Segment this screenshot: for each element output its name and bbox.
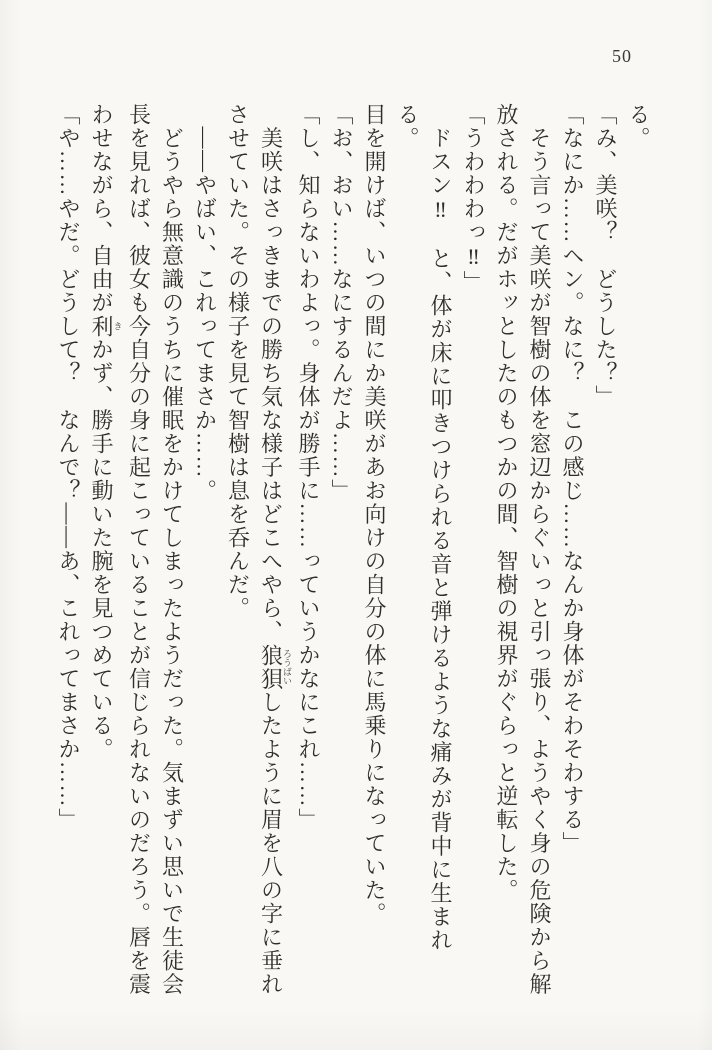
text-line: 「し、知らないわよっ。身体が勝手に……っていうかなにこれ……」 bbox=[296, 103, 321, 832]
text-line: 目を開けば、いつの間にか美咲があお向けの自分の体に馬乗りになっていた。 bbox=[362, 103, 387, 926]
furigana-annotated-word: 狼狽ろうばい bbox=[258, 643, 292, 691]
text-line: 長を見れば、彼女も今自分の身に起こっていることが信じられないのだろう。唇を震 bbox=[126, 103, 152, 996]
text-line: どうやら無意識のうちに催眠をかけてしまったようだった。気まずい思いで生徒会 bbox=[159, 103, 185, 996]
text-line: 「み、美咲？ どうした？」 bbox=[593, 103, 618, 409]
text-columns bbox=[52, 103, 655, 998]
text-line: そう言って美咲が智樹の体を窓辺からぐいっと引っ張り、ようやく身の危険から解 bbox=[527, 103, 552, 996]
text-line: る。 bbox=[626, 103, 651, 150]
page-number: 50 bbox=[612, 46, 632, 66]
furigana-annotated-word: 利き bbox=[89, 314, 123, 338]
text-line: 「うわわわっ‼」 bbox=[461, 103, 486, 294]
text-line: 「なにか……ヘン。なに？ この感じ……なんか身体がそわそわする」 bbox=[560, 103, 585, 855]
text-line: 「や……やだ。どうして？ なんで？――あ、これってまさか……」 bbox=[56, 103, 81, 832]
text-line: わせながら、自由が利きかず、勝手に動いた腕を見つめている。 bbox=[89, 103, 123, 761]
text-line: 美咲はさっきまでの勝ち気な様子はどこへやら、狼狽ろうばいしたように眉を八の字に垂れ bbox=[258, 103, 292, 996]
text-line: 放される。だがホッとしたのもつかの間、智樹の視界がぐらっと逆転した。 bbox=[494, 103, 519, 902]
text-line: 「お、おい……なにするんだよ……」 bbox=[329, 103, 354, 503]
text-line: させていた。その様子を見て智樹は息を呑んだ。 bbox=[225, 103, 251, 620]
text-line: ドスン‼ と、体が床に叩きつけられる音と弾けるような痛みが背中に生まれる。 bbox=[395, 103, 453, 952]
text-line: ――やばい、これってまさか……。 bbox=[192, 103, 218, 503]
